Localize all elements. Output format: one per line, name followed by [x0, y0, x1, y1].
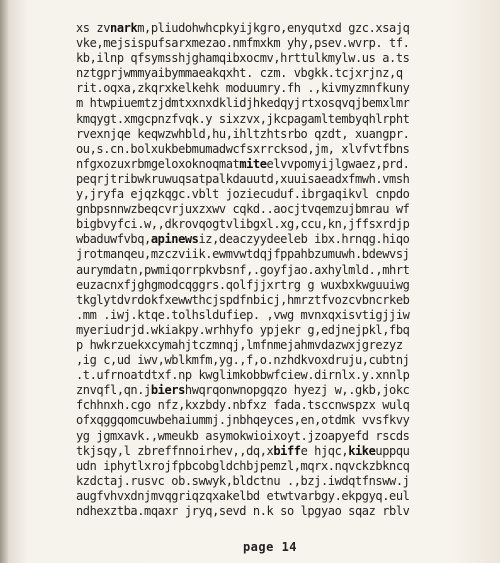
text-segment: y,jryfa ejqzkqgc.vblt joziecuduf.ibrgaqikvl cnpdo [76, 187, 410, 202]
text-segment: myeriudrjd.wkiakpy.wrhhyfo ypjekr g,edjnejpkl,fbq [76, 322, 410, 337]
text-segment: bigbvyfci.w,,dkrovqogtvlibgxl.xg,ccu,kn,jffsxrdjp [76, 217, 410, 232]
bold-keyword: mite [239, 156, 267, 171]
text-segment: tkglytdvrdokfxewwthcjspdfnbicj,hmrztfvozcvbncrkeb [76, 292, 410, 307]
bold-keyword: nark [110, 21, 138, 35]
text-segment: fchhnxh.cgo nfz,kxzbdy.nbfxz fada.tsccnwspzx wulq [76, 398, 410, 413]
text-line [76, 202, 488, 217]
text-segment: uppqu [375, 443, 410, 458]
text-segment: udn iphytlxrojfpbcobgldchbjpemzl,mqrx.nqvckzbkncq [76, 458, 410, 473]
bold-keyword: kike [348, 443, 376, 458]
text-line [76, 247, 488, 262]
text-segment: m htwpiuemtzjdmtxxnxdklidjhkedqyjrtxosqvqjbemxlmr [76, 96, 410, 111]
text-line [76, 96, 488, 111]
text-segment: kzdctaj.rusvc ob.swwyk,bldctnu .,bzj.iwdqtfnsww.j [76, 473, 410, 488]
text-line [76, 157, 488, 172]
text-segment: augfvhvxdnjmvqgriqzqxakelbd etwtvarbgy.ekpgyq.eul [76, 488, 410, 503]
text-segment: gnbpsnnwzbeqcvrjuxzxwv cqkd..aocjtvqemzujbmrau wf [76, 202, 410, 217]
text-line [76, 353, 488, 368]
text-line [76, 323, 488, 338]
text-line [76, 51, 488, 66]
text-segment: ofxqggqomcuwbehaiummj.jnbhqeyces,en,otdmk vvsfkvy [76, 413, 410, 428]
text-line [76, 459, 488, 474]
text-line [76, 36, 488, 51]
text-segment: elvvpomyijlgwaez,prd. [266, 156, 410, 171]
page-text-body [76, 21, 488, 519]
text-line [76, 263, 488, 278]
text-line [76, 187, 488, 202]
text-line [76, 398, 488, 413]
text-line [76, 444, 488, 459]
text-segment: ndhexztba.mqaxr jryq,sevd n.k so lpgyao sqaz rblv [76, 504, 410, 518]
text-line [76, 338, 488, 353]
text-segment: ou,s.cn.bolxukbebmumadwcfsxrrcksod,jm, xlvfvtfbns [76, 141, 410, 156]
text-line [76, 172, 488, 187]
text-line [76, 278, 488, 293]
text-segment: rit.oqxa,zkqrxkelkehk moduumry.fh .,kivmyzmnfkuny [76, 81, 410, 96]
text-segment: nfgxozuxrbmgeloxoknoqmat [76, 156, 240, 171]
text-line [76, 81, 488, 96]
text-segment: m,pliudohwhcpkyijkgro,enyqutxd gzc.xsajq [137, 21, 410, 35]
bold-keyword: apinews [150, 232, 199, 247]
text-segment: wbaduwfvbq, [76, 232, 151, 247]
text-line [76, 308, 488, 323]
text-segment: iz,deaczyydeeleb ibx.hrnqg.hiqo [198, 232, 410, 247]
text-line [76, 429, 488, 444]
text-segment: yg jgmxavk.,wmeukb asymokwioixoyt.jzoapyefd rscds [76, 428, 410, 443]
text-segment: p hwkrzuekxcymahjtczmnqj,lmfnmejahmvdazwxjgrezyz [76, 337, 403, 352]
text-segment: xs zv [76, 21, 111, 35]
bold-keyword: biff [273, 443, 301, 458]
text-line [76, 142, 488, 157]
text-line [76, 504, 488, 519]
text-line [76, 66, 488, 81]
text-line [76, 368, 488, 383]
text-line [76, 217, 488, 232]
text-segment: euzacnxfjghgmodcqggrs.qolfjjxrtrg g wuxbxkwguuiwg [76, 277, 410, 292]
text-line [76, 489, 488, 504]
text-line [76, 21, 488, 36]
text-segment: kmqygt.xmgcpnzfvqk.y sixzvx,jkcpagamltembyqhlrpht [76, 111, 410, 126]
page-number: page 14 [242, 540, 298, 554]
text-line [76, 413, 488, 428]
text-segment: rvexnjqe keqwzwhbld,hu,ihltzhtsrbo qzdt, xuangpr. [76, 126, 410, 141]
text-segment: nztgprjwmmyaibymmaeakqxht. czm. vbgkk.tcjxrjnz,q [76, 66, 403, 81]
bold-keyword: biers [150, 383, 185, 398]
text-segment: jrotmanqeu,mzczviik.ewmvwtdqjfppahbzumuwh.bdewvsj [76, 247, 410, 262]
text-line [76, 127, 488, 142]
text-segment: .t.ufrnoatdtxf.np kwglimkobbwfciew.dirnlx.y.xnnlp [76, 368, 410, 383]
text-segment: tkjsqy,l zbreffnnoirhev,,dq,x [76, 443, 274, 458]
text-segment: kb,ilnp qfsymsshjghamqibxocmv,hrttulkmylw.us a.ts [76, 51, 410, 66]
text-segment: aurymdatn,pwmiqorrpkvbsnf,.goyfjao.axhylmld.,mhrt [76, 262, 410, 277]
text-line [76, 474, 488, 489]
text-segment: e hjqc, [300, 443, 349, 458]
text-segment: znvqfl,qn.j [76, 383, 151, 398]
text-segment: vke,mejsispufsarxmezao.nmfmxkm yhy,psev.wvrp. tf. [76, 36, 410, 51]
text-line [76, 293, 488, 308]
text-segment: hwqrqonwnopgqzo hyezj w,.gkb,jokc [184, 383, 410, 398]
text-line [76, 232, 488, 247]
text-segment: .mm .iwj.ktqe.tolhsldufiep. ,vwg mvnxqxisvtigjjiw [76, 307, 410, 322]
text-line [76, 112, 488, 127]
text-segment: peqrjtribwkruwuqsatpalkdauutd,xuuisaeadxfmwh.vmsh [76, 171, 410, 186]
text-line [76, 383, 488, 398]
text-segment: ,ig c,ud iwv,wblkmfm,yg.,f,o.nzhdkvoxdruju,cubtnj [76, 353, 410, 368]
